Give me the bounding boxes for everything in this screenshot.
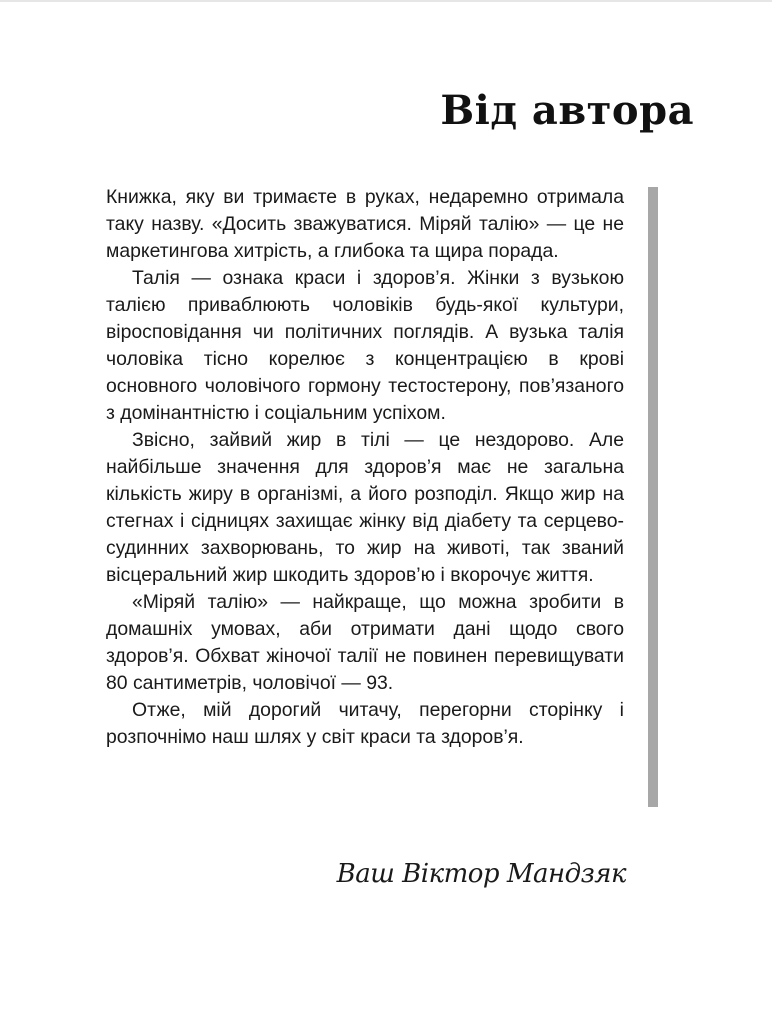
page-top-border [0,0,772,2]
body-text [106,184,624,751]
page-title: Від автора [440,87,694,134]
paragraph-1: Книжка, яку ви тримаєте в руках, недаремно отримала таку назву. «Досить зважуватися. Міряй талію» — це не маркетингова хитрість, а глибока та щира порада. [106,186,624,262]
author-signature: Ваш Віктор Мандзяк [336,859,626,889]
paragraph-4: «Міряй талію» — найкраще, що можна зробити в домашніх умовах, аби отримати дані щодо свого здоров’я. Обхват жіночої талії не повинен перевищувати 80 сантиметрів, чоловічої — 93. [106,591,624,694]
paragraph-3: Звісно, зайвий жир в тілі — це нездорово. Але найбільше значення для здоров’я має не загальна кількість жиру в організмі, а його розподіл. Якщо жир на стегнах і сідницях захищає жінку від діабету та серцево-судинних захворювань, то жир на животі, так званий вісцеральний жир шкодить здоров’ю і вкорочує життя. [106,429,624,586]
paragraph-5: Отже, мій дорогий читачу, перегорни сторінку і розпочнімо наш шлях у світ краси та здоров’я. [106,699,624,748]
paragraph-2: Талія — ознака краси і здоров’я. Жінки з вузькою талією приваблюють чоловіків будь-якої культури, віросповідання чи політичних поглядів. А вузька талія чоловіка тісно корелює з концентрацією в крові основного чоловічого гормону тестостерону, пов’язаного з домінантністю і соціальним успіхом. [106,267,624,424]
decorative-side-bar [648,187,658,807]
